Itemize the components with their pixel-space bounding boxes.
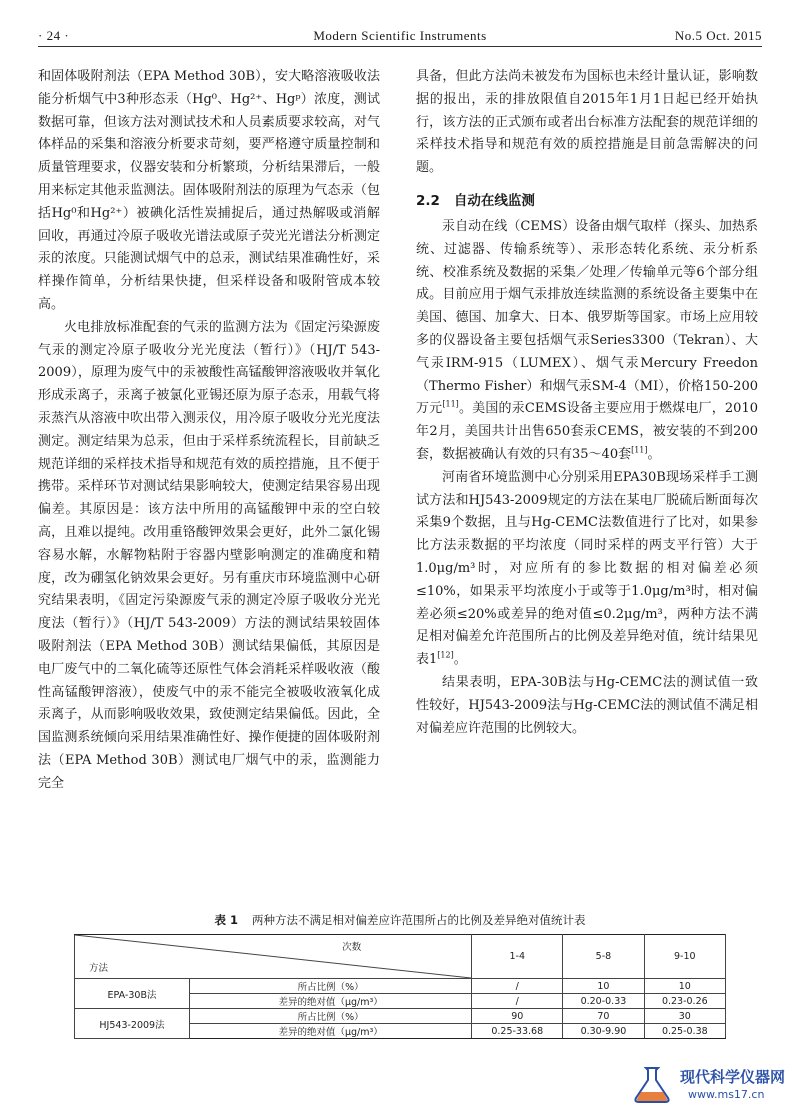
- right-paragraph-3: [416, 467, 758, 672]
- table-row: [75, 1009, 726, 1024]
- value-cell: 30: [644, 1009, 725, 1024]
- metric-cell: 所占比例（%）: [190, 979, 472, 994]
- value-cell: 90: [472, 1009, 563, 1024]
- watermark-url: www.ms17.cn: [688, 1088, 765, 1101]
- citation-ref: [11]: [442, 400, 459, 410]
- journal-title: Modern Scientific Instruments: [313, 28, 487, 43]
- watermark-logo: [630, 1062, 790, 1108]
- p2-end: 。: [647, 446, 661, 462]
- right-paragraph-1: 具备，但此方法尚未被发布为国标也未经计量认证，影响数据的报出，汞的排放限值自2015年1月1日起已经开始执行，该方法的正式颁布或者出台标准方法配套的规范详细的采样技术指导和规范有效的质控措施是目前急需解决的问题。: [416, 69, 758, 176]
- corner-bottom-label: 方法: [89, 963, 109, 974]
- metric-cell: 差异的绝对值（μg/m³）: [190, 994, 472, 1009]
- section-title: 自动在线监测: [453, 192, 535, 209]
- value-cell: /: [472, 979, 563, 994]
- page-number: · 24 ·: [38, 28, 70, 43]
- table-row: [75, 979, 726, 994]
- value-cell: 10: [563, 979, 644, 994]
- flask-logo-icon: [630, 1064, 674, 1104]
- value-cell: 0.25-0.38: [644, 1024, 725, 1039]
- column-header: 1-4: [472, 935, 563, 979]
- left-paragraph-2: 火电排放标准配套的气汞的监测方法为《固定污染源废气汞的测定冷原子吸收分光光度法（暂行）》（HJ/T 543-2009），原理为废气中的汞被酸性高锰酸钾溶液吸收并氧化形成汞离子，汞离子被氯化亚锡还原为原子态汞，用载气将汞蒸汽从溶液中吹出带入测汞仪，用冷原子吸收分光光度法测定。测定结果为总汞，但由于采样系统流程长，目前缺乏规范详细的采样技术指导和规范有效的质控措施，且不便于携带。采样环节对测试结果影响较大，使测定结果容易出现偏差。其原因是：该方法中所用的高锰酸钾中汞的空白较高，且难以提纯。改用重铬酸钾效果会更好，此外二氯化锡容易水解，水解物粘附于容器内壁影响测定的准确度和精度，改为硼氢化钠效果会更好。另有重庆市环境监测中心研究结果表明，《固定污染源废气汞的测定冷原子吸收分光光度法（暂行）》（HJ/T 543-2009）方法的测试结果较固体吸附剂法（EPA Method 30B）测试结果偏低，其原因是电厂废气中的二氧化硫等还原性气体会消耗采样吸收液（酸性高锰酸钾溶液），使废气中的汞不能完全被吸收液氧化成汞离子，从而影响吸收效果，致使测定结果偏低。因此，全国监测系统倾向采用结果准确性好、操作便捷的固体吸附剂法（EPA Method 30B）测试电厂烟气中的汞，监测能力完全: [38, 319, 380, 791]
- corner-diagonal: [75, 935, 471, 978]
- method-cell: EPA-30B法: [75, 979, 190, 1009]
- table-caption-text: 两种方法不满足相对偏差应许范围所占的比例及差异绝对值统计表: [252, 913, 586, 927]
- section-heading: [416, 190, 758, 212]
- left-column: [38, 66, 380, 796]
- page-header: [38, 24, 762, 47]
- metric-cell: 差异的绝对值（μg/m³）: [190, 1024, 472, 1039]
- citation-ref: [11]: [631, 445, 648, 455]
- table-header-row: [75, 935, 726, 979]
- value-cell: 0.25-33.68: [472, 1024, 563, 1039]
- metric-cell: 所占比例（%）: [190, 1009, 472, 1024]
- value-cell: 0.30-9.90: [563, 1024, 644, 1039]
- value-cell: 10: [644, 979, 725, 994]
- right-paragraph-4: 结果表明，EPA-30B法与Hg-CEMC法的测试值一致性较好，HJ543-2009法与Hg-CEMC法的测试值不满足相对偏差应许范围的比例较大。: [416, 674, 758, 736]
- table-corner-cell: [75, 935, 472, 979]
- section-number: 2.2: [416, 192, 440, 209]
- p2-text: 汞自动在线（CEMS）设备由烟气取样（探头、加热系统、过滤器、传输系统等）、汞形态转化系统、汞分析系统、校准系统及数据的采集／处理／传输单元等6个部分组成。目前应用于烟气汞排放连续监测的系统设备主要集中在美国、德国、加拿大、日本、俄罗斯等国家。市场上应用较多的仪器设备主要包括烟气汞Series3300（Tekran）、大气汞IRM-915（LUMEX）、烟气汞Mercury Freedon（Thermo Fisher）和烟气汞SM-4（MI），价格150-200万元: [416, 218, 758, 417]
- column-header: 5-8: [563, 935, 644, 979]
- watermark-name: 现代科学仪器网: [680, 1068, 786, 1086]
- table-caption: [38, 912, 762, 928]
- p2-tail: 。美国的汞CEMS设备主要应用于燃煤电厂，2010年2月，美国共计出售650套汞CEMS，被安装的不到200套，数据被确认有效的只有35～40套: [416, 401, 758, 462]
- p3-text: 河南省环境监测中心分别采用EPA30B现场采样手工测试方法和HJ543-2009规定的方法在某电厂脱硫后断面每次采集9个数据，且与Hg-CEMC法数值进行了比对，如果参比方法汞数据的平均浓度（同时采样的两支平行管）大于1.0μg/m³时，对应所有的参比数据的相对偏差必须≤10%，如果汞平均浓度小于或等于1.0μg/m³时，相对偏差必须≤20%或差异的绝对值≤0.2μg/m³，两种方法不满足相对偏差允许范围所占的比例及差异绝对值，统计结果见表1: [416, 469, 758, 668]
- value-cell: /: [472, 994, 563, 1009]
- table-label: 表 1: [214, 913, 238, 927]
- column-header: 9-10: [644, 935, 725, 979]
- right-column: [416, 66, 758, 740]
- value-cell: 0.20-0.33: [563, 994, 644, 1009]
- method-cell: HJ543-2009法: [75, 1009, 190, 1039]
- right-paragraph-2: [416, 216, 758, 467]
- value-cell: 0.23-0.26: [644, 994, 725, 1009]
- issue-info: No.5 Oct. 2015: [674, 28, 762, 43]
- p3-end: 。: [453, 652, 467, 668]
- citation-ref: [12]: [437, 650, 454, 660]
- corner-top-label: 次数: [342, 942, 362, 953]
- value-cell: 70: [563, 1009, 644, 1024]
- left-paragraph-1: 和固体吸附剂法（EPA Method 30B），安大略溶液吸收法能分析烟气中3种形态汞（Hg⁰、Hg²⁺、Hgᵖ）浓度，测试数据可靠，但该方法对测试技术和人员素质要求较高，对气体样品的采集和溶液分析要求苛刻，要严格遵守质量控制和质量管理要求，仪器安装和分析繁琐，分析结果滞后，一般用来标定其他汞监测法。固体吸附剂法的原理为气态汞（包括Hg⁰和Hg²⁺）被碘化活性炭捕捉后，通过热解吸或消解回收，再通过冷原子吸收光谱法或原子荧光光谱法分析测定汞的浓度。只能测试烟气中的总汞，测试结果准确性好，采样操作简单，分析结果快捷，但采样设备和吸附管成本较高。: [38, 69, 380, 312]
- results-table: [74, 934, 726, 1039]
